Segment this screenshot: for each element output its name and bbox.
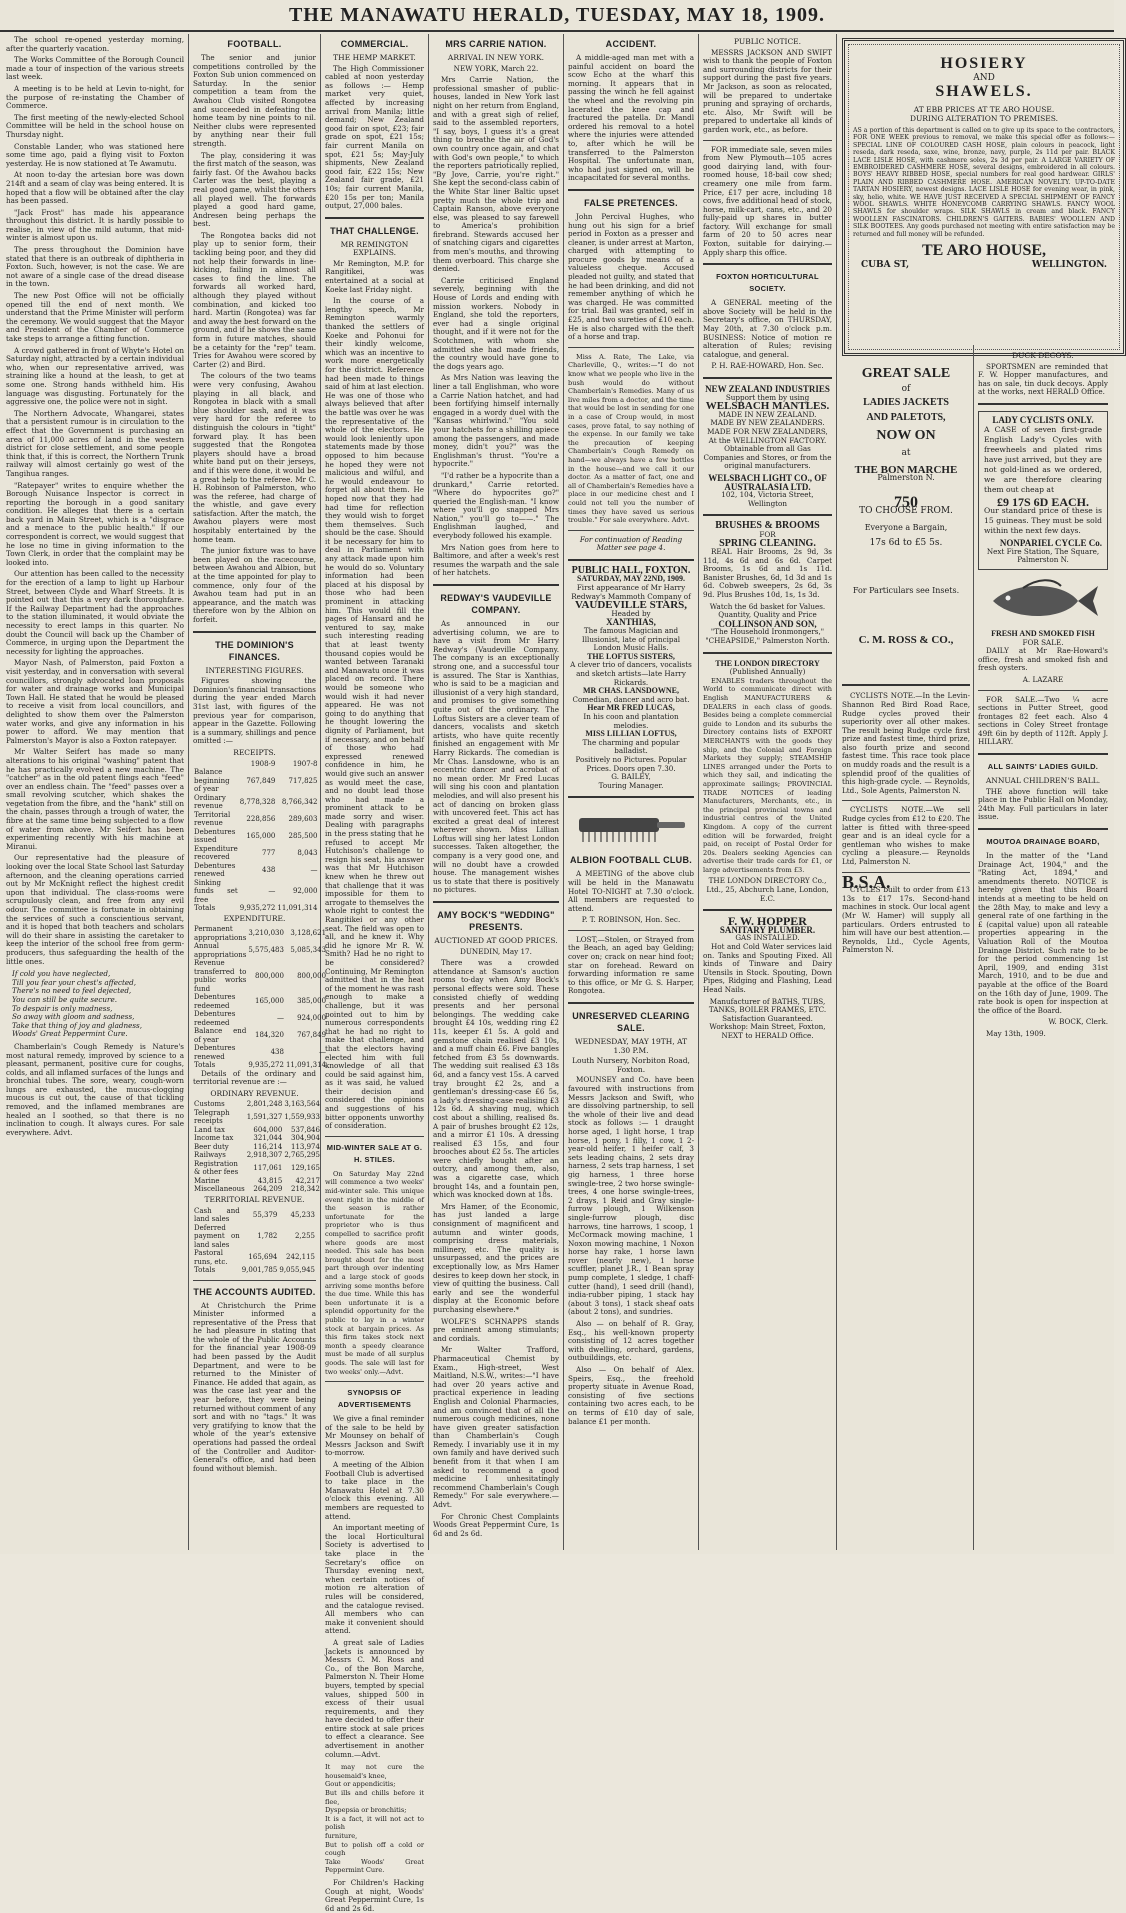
ad-line: A clever trio of dancers, vocalists and sketch artists—late Harry Rickards.	[570, 660, 692, 687]
news-item: Our representative had the pleasure of looking over the local State School last Saturday afternoon, and the cleaning operations carried out by Mr McKnight reflect the highest credit upon that individual. The class-rooms were scrupulously clean, and free from any evil odour. The committee is fortunate in obtaining the services of such a conscientious servant, and it is hoped that both teachers and scholars will do their share in assisting the caretaker to keep the interior of the school free from germ-producers, thus safeguarding the health of the little ones.	[6, 853, 184, 966]
news-item: Constable Lander, who was stationed here some time ago, paid a flying visit to Foxton yesterday. He is now stationed at Te Awamutu.	[6, 141, 184, 168]
section-heading: ACCIDENT.	[605, 39, 657, 49]
divider	[842, 684, 970, 686]
ad-price: £9 17S 6D EACH.	[996, 494, 1089, 509]
ad-address: Next Fire Station, The Square, Palmerston N.	[986, 546, 1100, 565]
ad-line: 17s 6d to £5 5s.	[869, 537, 943, 548]
divider	[568, 930, 694, 931]
advertorial: Chamberlain's Cough Remedy is Nature's most natural remedy, improved by science to a pleasant, permanent, positive cure for coughs, colds, and all inflamed surfaces of the lungs and bronchial tubes. The sore, weary, cough-worn lungs are exhausted, the mucus-clogging mucous is cut out, the cause of that tickling removed, and the inflamed membranes are healed an I soothed, so that there is no inclination to cough. It always cures. For sale everywhere. Advt.	[6, 1041, 184, 1137]
classified: CYCLISTS NOTE.—We sell Rudge cycles from £12 to £20. The latter is fitted with three-speed gear and is an ideal cycle for a gentleman who wishes to make cycling a pleasure.— Reynolds Ltd, Palmerston N.	[842, 805, 970, 866]
column-football-finance	[193, 36, 327, 1548]
ad-address: "The Household Ironmongers," "CHEAPSIDE," Palmerston North.	[705, 627, 830, 646]
column-rule	[836, 34, 837, 1550]
signature: THE LONDON DIRECTORY Co., Ltd., 25, Abchurch Lane, London, E.C.	[706, 876, 829, 903]
divider	[568, 530, 694, 531]
ad-brand: WELSBACH MANTLES.	[705, 400, 830, 413]
section-heading: REDWAY'S VAUDEVILLE COMPANY.	[440, 593, 552, 616]
section-heading: FOOTBALL.	[227, 39, 282, 49]
ad-brand: B.S.A.	[842, 871, 891, 892]
ad-line: G. BAILEY,	[611, 772, 651, 782]
divider	[325, 1381, 424, 1382]
ad-line: Positively no Pictures. Popular Prices. Doors open 7.30.	[575, 754, 687, 773]
signature: P. H. RAE-HOWARD, Hon. Sec.	[711, 361, 824, 371]
classified: FOR SALE.—Two ¼ acre sections in Putter Street, good frontages 82 feet each. Also 4 sections in Coley Street frontage 49ft 6in by depth of 112ft. Apply J. HILLARY.	[978, 694, 1108, 747]
divider	[193, 1280, 316, 1281]
ad-brand: TE ARO HOUSE,	[921, 242, 1047, 260]
divider	[325, 217, 424, 219]
divider	[703, 652, 832, 654]
brush-illustration	[571, 804, 691, 850]
advertorial: Miss A. Rate, The Lake, via Charleville, Q., writes:—"I do not know what we people who live in the bush would do without Chamberlain's Remedies. Many of us live miles from a doctor, and the time that would be lost in sending for one in a case of Croup would, in most cases, prove fatal, to say nothing of the expense. In our family we take the precaution of keeping Chamberlain's Cough Remedy on hand—we always have a few bottles in the house—and we call it our doctor. As a matter of fact, one and all of Chamberlain's Remedies have a place in our medicine chest and I could not tell you the number of times they have saved us serious trouble." For sale everywhere. Advt.	[568, 352, 694, 525]
ad-brand: C. M. ROSS & CO.,	[858, 633, 954, 646]
ad-line: MR CHAS. LANSDOWNE,	[582, 686, 679, 696]
classified: Hot and Cold Water services laid on. Tanks and Spouting Fixed. All kinds of Tinware and Dairy Utensils in Stock. Spouting, Down Pipes, Ridging and Flashing, Lead Head Nails.	[703, 942, 832, 994]
ad-heading: NEW ZEALAND INDUSTRIES	[705, 384, 830, 394]
subheading: ANNUAL CHILDREN'S BALL.	[985, 776, 1101, 786]
article-paragraph: We give a final reminder of the sale to be held by Mr Mounsey on behalf of Messrs Jackson and Swift to-morrow.	[325, 1414, 424, 1458]
ad-line: at	[901, 447, 911, 458]
news-item: The new Post Office will not be officially opened till the end of next month. We understand that the Prime Minister will perform the ceremony. We would suggest that the Mayor and President of the Chamber of Commerce take steps to arrange a fitting function.	[6, 291, 184, 343]
section-heading: THE DOMINION'S FINANCES.	[215, 639, 294, 662]
table-row: Debentures redeemed — 924,000	[194, 1010, 327, 1027]
divider	[978, 828, 1108, 830]
article-paragraph: A MEETING of the above club will be held in the Manawatu Hotel TO-NIGHT at 7.30 o'clock. All members are requested to attend.	[568, 869, 694, 913]
column-notices	[703, 36, 832, 1548]
classified: A GENERAL meeting of the above Society will be held in the Secretary's office, on THURSDAY, May 20th, at 7.30 o'clock p.m. BUSINESS: Notice of motion re alteration of Rules; revising catalogue, and general.	[703, 298, 832, 359]
table-row: Miscellaneous 264,209 218,342	[194, 1185, 320, 1194]
article-paragraph: "I'd rather be a hypocrite than a drunkard," Carrie retorted. "Where do hypocrites go?" queried the English-man. "I know where you'll go snapped Mrs Nation," you'll go to——." The Englishman laughed, and everybody followed his example.	[433, 470, 559, 541]
verse-line: It is a fact, it will not act to polish	[325, 1814, 424, 1832]
divider	[978, 690, 1108, 691]
section-heading: THAT CHALLENGE.	[330, 225, 419, 236]
article-paragraph: Details of the ordinary and territorial revenue are :—	[193, 1068, 316, 1087]
subheading: ARRIVAL IN NEW YORK.	[447, 53, 545, 62]
classified: In the matter of the "Land Drainage Act, 1904," and the "Rating Act, 1894," and amendments thereto. NOTICE is hereby given that this Board intends at a meeting to be held on the 28th May, to make and levy a general rate of one farthing in the £ (capital value) upon all rateable properties appearing in the Valuation Roll of the Moutoa Drainage District. Such rate to be for the period commencing 1st April, 1909, and ending 31st March, 1910, and to be due and payable at the office of the Board on the 16th day of June, 1909. The rate book is open for inspection at the office of the Board.	[978, 851, 1108, 1015]
section-heading: FOXTON HORTICULTURAL SOCIETY.	[716, 272, 819, 294]
ad-heading: LADY CYCLISTS ONLY.	[992, 414, 1094, 425]
table-row: Territorial revenue 228,856 289,603	[194, 810, 318, 828]
section-heading: ALBION FOOTBALL CLUB.	[569, 855, 693, 866]
news-item: The Works Committee of the Borough Council made a tour of inspection of the various streets last week.	[6, 55, 184, 82]
divider	[193, 631, 316, 633]
article-paragraph: Mrs Nation goes from here to Baltimore, and after a week's rest resumes the warpath and the sale of her hatchets.	[433, 542, 559, 578]
column-local-news	[6, 36, 184, 1548]
ad-line: The charming and popular balladist.	[582, 737, 680, 756]
ad-line: TO CHOOSE FROM.	[859, 506, 953, 517]
ad-line: MISS LILLIAN LOFTUS,	[585, 729, 677, 739]
public-hall-ad	[568, 564, 694, 790]
ad-line: DURING ALTERATION TO PREMISES.	[909, 114, 1059, 123]
article-paragraph: Figures showing the Dominion's financial transactions during the year ended March 31st last, with figures of the previous year for comparison, appear in the Gazette. Following is a summary, shillings and pence omitted :—	[193, 676, 316, 746]
ad-heading: THE LONDON DIRECTORY	[715, 658, 820, 668]
ad-brand: NONPARIEL CYCLE Co.	[999, 538, 1102, 549]
divider	[568, 559, 694, 561]
article-paragraph: A great sale of Ladies Jackets is announced by Messrs C. M. Ross and Co., of the Bon Marche, Palmerston N. Their Home buyers, tempted by special values, shipped 500 in excess of their usual requirements, and they have decided to offer their entire stock at sale prices to effect a clearance. See advertisement in another column.—Advt.	[325, 1637, 424, 1759]
advertorial: For Children's Hacking Cough at night, Woods' Great Peppermint Cure, 1s 6d and 2s 6d.	[325, 1877, 424, 1913]
ad-heading: LADIES JACKETS	[863, 397, 949, 409]
section-heading: AMY BOCK'S "WEDDING" PRESENTS.	[437, 910, 555, 933]
masthead-title: THE MANAWATU HERALD, TUESDAY, MAY 18, 1909.	[288, 4, 826, 26]
ad-line: MADE BY NEW ZEALANDERS.	[710, 418, 825, 428]
table-heading: EXPENDITURE.	[223, 913, 286, 923]
section-heading: FALSE PRETENCES.	[584, 197, 678, 208]
news-item: Mr Walter Seifert has made so many alterations to his original "washing" patent that he has practically evolved a new machine. The "catcher" as in the old patent flings each "feed" over an endless chain. The "feed" passes over a small revolving scutcher, which shakes the vegetation from the fibre, and the "hank" still on the chain, passes through a trough of water, the fibre at the same time being subjected to a flow of water from above. Mr Seifert has been experimenting recently with his machine at Miranui.	[6, 747, 184, 851]
divider	[978, 753, 1108, 755]
table-heading: RECEIPTS.	[233, 747, 276, 757]
news-item: "Jack Frost" has made his appearance throughout this district. It is hardly possible to realise, in view of the mild autumn, that mid-winter is almost upon us.	[6, 207, 184, 243]
article-paragraph: Mr Walter Trafford, Pharmaceutical Chemist by Exam., High-street, West Maitland, N.S.W., writes:—"I have had over 20 years active and practical experience in leading English and Colonial Pharmacies, and am convinced that of all the numerous cough medicines, none have given greater satisfaction than Chamberlain's Cough Remedy. I invariably use it in my own family and have derived such benefit from it that when I am asked to recommend a good medicine I unhesitatingly recommend Chamberlain's Cough Remedy." For sale everywhere.—Advt.	[433, 1345, 559, 1510]
ad-brand: COLLINSON AND SON,	[718, 618, 817, 629]
continuation-note: For continuation of Reading Matter see page 4.	[579, 534, 683, 553]
dateline: DUNEDIN, May 17.	[460, 946, 532, 956]
classified: CYCLISTS NOTE.—In the Levin-Shannon Red Bird Road Race, Rudge cycles proved their superiority over all other makes. The result being Rudge cycle first prize and fastest time, third prize, also fourth prize and second fastest time. This race took place on muddy roads and the result is a splendid proof of the qualities of this high-grade cycle. — Reynolds, Ltd., Sole Agents, Palmerston N.	[842, 691, 970, 795]
ad-address: CUBA ST, WELLINGTON.	[861, 260, 1107, 271]
divider	[703, 377, 832, 379]
territorial-revenue-table	[193, 1207, 316, 1275]
expenditure-table	[193, 925, 327, 1070]
ad-line: Obtainable from all Gas Companies and Stores, or from the original manufacturers.	[703, 444, 832, 471]
news-item: Our attention has been called to the necessity for the erection of a lamp to light up Harbour Street, between Clyde and Wharf Streets. It is pointed out that this a very dark thoroughfare. If the Railway Department had the approaches to the station illuminated, it would obviate the necessity to erect lamps in this quarter. No doubt the Council will back up the Chamber of Commerce, in urging upon the Department the necessity for lighting the approaches.	[6, 569, 184, 656]
ad-body: A CASE of seven first-grade English Lady's Cycles with freewheels and plated rims have just arrived, but they are not gold-lined as we ordered, we are therefore clearing them out cheap at	[984, 424, 1102, 494]
fish-illustration	[983, 576, 1103, 626]
ad-line: AT EBB PRICES AT TE ARO HOUSE.	[913, 105, 1055, 114]
ad-line: (Published Annually)	[729, 667, 806, 677]
news-item: "Ratepayer" writes to enquire whether the Borough Nuisance Inspector is correct in reporting the borough in a good sanitary condition. He alleges that there is a certain back yard in Main Street, which is a "disgrace and a menace to the public health." If our correspondent is correct, we would suggest that he lose no time in giving information to the Town Clerk, in order that the complaint may be looked into.	[6, 480, 184, 567]
divider	[703, 514, 832, 516]
news-item: The press throughout the Dominion have stated that there is an outbreak of diphtheria in Foxton. Such, however, is not the case. We are not aware of a single case of the dread disease in the town.	[6, 245, 184, 289]
ad-body: Our standard price of these is 15 guineas. They must be sold within the next few days.	[984, 506, 1102, 536]
verse-line: Take that thing of joy and gladness,	[12, 1020, 143, 1030]
column-rule	[973, 345, 974, 1550]
verse-line: To despair is only madness,	[12, 1003, 113, 1013]
ad-heading: BRUSHES & BROOMS	[715, 520, 820, 532]
verse	[12, 970, 184, 1039]
news-item: The Northern Advocate, Whangarei, states that a persistent rumour is in circulation to the effect that the Government is purchasing an area of 11,000 acres of land in the western district for close settlement, and some people think that, if this is correct, the Northern Trunk railway will almost certainly go west of the Tangihua ranges.	[6, 408, 184, 478]
verse-line: furniture,	[325, 1832, 358, 1840]
ad-line: AND	[973, 73, 995, 83]
article-paragraph: The play, considering it was the first match of the season, was fairly fast. Of the Awahou backs Carter was the best, playing a real good game, whilst the others all played well. The forwards played a good hard game, Andresen being perhaps the best.	[193, 150, 316, 229]
ad-line: MADE FOR NEW ZEALANDERS,	[707, 426, 828, 436]
table-total: Totals 9,001,785 9,055,945	[194, 1266, 315, 1274]
article-paragraph: Mr Remington, M.P. for Rangitikei, was entertained at a social at Koeke last Friday night.	[325, 258, 424, 294]
verse-line: Till you fear your chest's affected,	[12, 977, 137, 987]
verse-line: But to polish off a cold or cough	[325, 1840, 424, 1858]
table-total: Totals 9,935,272 11,091,314	[194, 904, 318, 913]
ad-line: Everyone a Bargain,	[864, 522, 948, 532]
article-paragraph: MOUNSEY and Co. have been favoured with instructions from Messrs Jackson and Swift, who are dissolving partnership, to sell the whole of their live and dead stock as follows :— 1 draught horse aged, 1 light horse, 1 trap horse, 1 pony, 1 filly, 1 cow, 1 2-year-old heifer, 1 heifer calf, 3 sets leading chains, 2 sets dray harness, 2 sets trap harness, 1 set gig harness, 1 three horse swingle-tree, 2 two horse swingle-trees, 4 one horse swingle-trees, 2 drays, 1 Reid and Gray single-furrow plough, 1 Wilkenson single-furrow plough, disc harrows, tine harrows, 1 scoop, 1 McCormack mowing machine, 1 Noxon mowing machine, 1 Noxon horse hay rake, 1 horse lawn rover (nearly new), 1 horse scuffler, planet J.R., 1 Bean spray pump complete, 1 sledge, 1 chaff-cutter (hand), 1 seed drill (hand), india-rubber piping, 1 stack hay (about 3 tons), 1 stack sheaf oats (about 2 tons), and sundries.	[568, 1075, 694, 1317]
table-row: Debentures renewed 438 —	[194, 861, 318, 879]
news-item: A crowd gathered in front of Whyte's Hotel on Saturday night, attracted by a certain individual who, when our representative arrived, was straining like a hound at the leash, to get at some one. Strong hands withheld him. His language was disgusting. Fortunately for the aggressive one, the police were not in sight.	[6, 345, 184, 407]
divider	[568, 796, 694, 798]
divider	[703, 909, 832, 911]
article-paragraph: On Saturday May 22nd will commence a two weeks' mid-winter sale. This unique event right in the middle of the season is rather unfortunate for the proprietor who is thus compelled to sacrifice profit where goods are most needed. This sale has been brought about for the most part through over indenting and a large stock of goods arriving some months before the due time. While this has been unfortunate it is a splendid opportunity for the public to lay in a winter stock at bargain prices. As this firm takes stock next month a speedy clearance must be made of all surplus goods. The sale will last for two weeks' only.—Advt.	[325, 1169, 424, 1376]
classified: ENABLES traders throughout the World to communicate direct with English MANUFACTURERS & DEALERS in each class of goods. Besides being a complete commercial guide to London and its suburbs the Directory contains lists of EXPORT MERCHANTS with the goods they ship, and the Colonial and Foreign Markets they supply; STEAMSHIP LINES arranged under the Ports to which they sail, and indicating the approximate sailings; PROVINCIAL TRADE NOTICES of leading Manufacturers, Merchants, etc., in the principal provincial towns and industrial centres of the United Kingdom. A copy of the current edition will be forwarded, freight paid, on receipt of Postal Order for 20s. Dealers seeking Agencies can advertise their trade cards for £1, or large advertisements from £3.	[703, 676, 832, 874]
column-rule	[320, 34, 321, 1550]
article-paragraph: In the course of a lengthy speech, Mr Remington warmly thanked the settlers of Koeke and Pohonui for their kindly welcome, which was an incentive to work more energetically for the district. Reference had been made to things said of him at last election. He was one of those who always believed that after the battle was over he was the representative of the whole of the electors. He would look leniently upon statements made by those opposed to him because he hoped they were not malicious and wilful, and he would endeavour to forget all about them. He hoped now that they had had time for reflection they would wish to forget them themselves. Such should be the case. Should it be necessary for him to deal in Parliament with any attack made upon him he would do so. Voluntary information had been placed at his disposal by those who had been prominent in attacking him. This would fill the pages of Hansard and he ventured to say, make such interesting reading that at least twenty thousand copies would be wanted between Taranaki and Manawatu once it was placed on record. There would be someone who would wish it had never appeared. He was not going to do anything that he thought lowering the dignity of Parliament, but if necessary, and on behalf of those who had expressed renewed confidence in him, he would give such an answer as would meet the case, and no doubt lead those who had made a prominent attack to be made sorry and wiser. Dealing with paragraphs in the press stating that he refused to accept Mr Hutchison's challenge to resign his seat, his answer was that Mr Hutchison knew when he threw out that challenge that it was impossible for them to arrogate to themselves the whole right to contest the Rangitikei or any other seat. The field was open to all, and he knew it. Why did he ignore Mr R. W. Smith? Had he no right to be considered? Continuing, Mr Remington admitted that in the heat of the moment he was rash enough to make a challenge, but it was pointed out to him by numerous correspondents that he had no right to make that challenge, and that the electors having elected him with full knowledge of all that could be said against him, as it was said, he valued their decision and considered the opinions and suggestions of his bitter opponents unworthy of consideration.	[325, 296, 424, 1131]
signature: P. T. ROBINSON, Hon. Sec.	[581, 915, 681, 925]
article-paragraph: At Christchurch the Prime Minister informed a representative of the Press that he had pleasure in stating that the whole of the Public Accounts for the financial year 1908-09 had been passed by the Audit Department, and were to be returned to the Minister of Finance. He added that again, as was the case last year and the year before, they were being returned without comment of any sort and with no "tags." It was very gratifying to know that the whole of the year's extensive operations had passed the ordeal of the Controller and Auditor-General's office, and had been found without blemish.	[193, 1300, 316, 1473]
verse-line: If cold you have neglected,	[12, 969, 111, 979]
article-paragraph: An important meeting of the local Horticultural Society is advertised to take place in the Secretary's office on Thursday evening next, when certain notices of motion re alteration of rules will be considered, and the catalogue revised. All members who can make it convenient should attend.	[325, 1523, 424, 1636]
article-paragraph: Mrs Carrie Nation, the professional smasher of public-houses, landed in New York last night on her return from England, and with a great sigh of relief, said to the assembled reporters, "I say, boys, I guess it's a great thing to breathe the air of God's own country once again, and chat with God's own people," to which the reporters patriotically replied, "By Jove, Carrie, you're right." She kept the second-class cabin of the White Star liner Baltic upset pretty much the whole trip and Captain Ranson, above everyone else, was pleased to say farewell to America's prohibition firebrand. Stewards accused her of snatching cigars and cigarettes from men's mouths, and throwing them overboard. This charge she denied.	[433, 75, 559, 274]
article-paragraph: The colours of the two teams were very confusing, Awahou playing in all black, and Rongotea in black with a small blue shoulder sash, and it was very hard for the referee to distinguish the colours in "tight" forward play. It has been suggested that the Rongotea players should have a broad white band put on their jerseys, and if this were done, it would be a great help to the referee. Mr C. H. Robinson of Palmerston, who was the referee, had charge of the whistle, and gave every satisfaction. After the match, the Awahou players were most hospitably entertained by the home team.	[193, 371, 316, 544]
signature: W. BOCK, Clerk.	[1048, 1017, 1108, 1027]
subheading: THE HEMP MARKET.	[333, 53, 416, 62]
table-row: Debentures redeemed 165,000 385,000	[194, 993, 327, 1010]
article-paragraph: Mrs Hamer, of the Economic, has just landed a large consignment of magnificent and autumn and winter goods, comprising dress materials, millinery, etc. The quality is unsurpassed, and the prices are exceptionally low, as Mrs Hamer desires to keep down her stock, in view of quitting the business. Call early and see the wonderful display at the Economic before purchasing elsewhere.*	[433, 1201, 559, 1314]
classified: MESSRS JACKSON AND SWIFT wish to thank the people of Foxton and surrounding districts for their support during the past five years. Mr Jackson, as soon as relocated, will be prepared to undertake pruning and spraying of orchards, etc. Also, Mr Swift will be prepared to undertake all kinds of garden work, etc., as before.	[703, 47, 832, 134]
column-commercial	[325, 36, 424, 1913]
divider	[568, 1002, 694, 1004]
ad-line: The famous Magician and Illusionist, late of principal London Music Halls.	[581, 626, 681, 653]
table-row: Annual appropriations 5,575,483 5,085,343	[194, 942, 327, 959]
year-header: 1908-9	[250, 759, 276, 768]
dateline: May 13th, 1909.	[986, 1028, 1046, 1038]
section-heading: THE ACCOUNTS AUDITED.	[193, 1286, 316, 1297]
table-row: Customs 2,801,248 3,163,564	[194, 1100, 320, 1109]
ad-line: MADE IN NEW ZEALAND.	[718, 409, 817, 419]
verse-line: So away with gloom and sadness,	[12, 1012, 135, 1022]
ad-line: Support them by using	[725, 392, 810, 402]
divider	[325, 1136, 424, 1137]
ad-line: In his coon and plantation melodies.	[583, 711, 679, 730]
table-row: Balance end of year 184,320 767,849	[194, 1027, 327, 1044]
ad-heading: FRESH AND SMOKED FISH	[991, 628, 1095, 638]
ad-line: For Particulars see Insets.	[852, 586, 960, 596]
ad-date: SATURDAY, MAY 22ND, 1909.	[576, 574, 685, 584]
table-row: Marine 43,815 42,217	[194, 1176, 320, 1185]
column-rule	[563, 34, 564, 1550]
section-heading: UNRESERVED CLEARING SALE.	[572, 1011, 690, 1034]
classified: FOR immediate sale, seven miles from New Plymouth—105 acres good dairying land, with four-roomed house, 18-bail cow shed; creamery one mile from farm. Price, £17 per acre, including 18 cows, five additional head of stock, horse, milk-cart, cans, etc., and 20 fully-paid up shares in butter factory. Will exchange for small farm of 20 to 50 acres near Foxton, suitable for dairying.—Apply sharp this office.	[703, 144, 832, 257]
article-paragraph: John Percival Hughes, who hung out his sign for a brief period in Foxton as a presser and cleaner, is under arrest at Marton, charged with attempting to procure goods by means of a valueless cheque. Accused pleaded not guilty, and stated that he had been drinking, and did not remember anything of which he was charged. He was committed for trial. Bail was granted, self in £25, and two sureties of £10 each. He is also charged with the theft of a horse and trap.	[568, 211, 695, 342]
table-heading: TERRITORIAL REVENUE.	[204, 1194, 305, 1204]
ad-line: VAUDEVILLE STARS,	[574, 599, 688, 612]
verse-line: Dyspepsia or bronchitis;	[325, 1806, 407, 1815]
ad-heading: SPRING CLEANING.	[719, 537, 816, 549]
article-paragraph: Also — on behalf of R. Gray, Esq., his well-known property consisting of 12 acres together with dwelling, orchard, gardens, outbuildings, etc.	[568, 1319, 694, 1363]
news-item: Mayor Nash, of Palmerston, paid Foxton a visit yesterday, and in conversation with several councillors, strongly advocated loan proposals for water and drainage works and Municipal Town Hall. He stated that he would be pleased to receive a visit from local councillors, and delighted to show them over the Palmerston water works, and give any information in his power to afford. We may mention that Palmerston's Mayor is also a Foxton ratepayer.	[6, 658, 184, 745]
article-paragraph: The High Commissioner cabled at noon yesterday as follows :— Hemp market very quiet, affected by increasing arrival from Manila; little demand; New Zealand good fair on spot, £23; fair grade on spot, £21 15s; fair current Manila on spot, £21 5s; May-July shipments, New Zealand good fair, £22 15s; New Zealand fair grade, £21 10s; fair current Manila, £20 15s per ton; Manila output, 27,000 bales.	[325, 63, 424, 211]
table-row: Income tax 321,044 304,904	[194, 1134, 320, 1143]
receipts-table	[193, 760, 318, 913]
classified: DAILY at Mr Rae-Howard's office, fresh and smoked fish and fresh oysters.	[978, 646, 1108, 673]
article-paragraph: A middle-aged man met with a painful accident on board the scow Echo at the wharf this morning. It appears that in passing the winch he fell against the wheel and the revolving pin lacerated the knee cap and fractured the patella. Dr. Mandl ordered his removal to a hotel where the injuries were attended to, after which he will be transferred to the Palmerston Hospital. The unfortunate man, who had just signed on, will be incapacitated for several months.	[568, 53, 694, 183]
ad-line: THE LOFTUS SISTERS,	[587, 651, 675, 661]
subheading: Louth Nursery, Norbiton Road, Foxton.	[572, 1056, 690, 1074]
article-paragraph: There was a crowded attendance at Samson's auction rooms to-day when Amy Bock's personal effects were sold. These consisted chiefly of wedding presents and her personal belongings. The wedding cake brought £4 10s, wedding ring £2 11s, keeper £1 5s. A gold and gemstone chain realised £3 10s, and a muff chain £6. Five bangles fetched from £3 5s downwards. The wedding suit realised £3 18s 6d, and a fancy vest 15s. A carved tray brought £2 2s, and a gentleman's dressing-case £6 5s, a lady's dressing-case realising £3 12s 6d. A shaving mug, which cost about a shilling, realised 8s. A pair of brushes brought £2 12s, and a mirror £1 10s. A dressing realised £3 15s, and four brooches about £2 5s. The articles were chiefly bought after an outcry, and among them, also, was a cigarette case, which brought 14s, and a fountain pen, which was knocked down at 18s.	[433, 958, 559, 1200]
ad-heading: NOW ON	[876, 428, 936, 444]
classified: THE above function will take place in the Public Hall on Monday, 24th May. Full particulars in later issue.	[978, 786, 1108, 822]
article-paragraph: WOLFE'S SCHNAPPS stands pre eminent among stimulants; and cordials.	[433, 1316, 559, 1343]
ad-number: 750	[894, 493, 918, 511]
ad-address: Workshop: Main Street, Foxton, NEXT to HERALD Office.	[709, 1022, 826, 1040]
table-row: Land tax 604,000 537,846	[194, 1125, 320, 1134]
table-row: Revenue transferred to public works fund 800,000 800,000	[194, 959, 327, 993]
column-accident-ads	[568, 36, 694, 1548]
ad-brand: THE BON MARCHE	[854, 463, 958, 476]
column-classifieds	[978, 350, 1108, 1550]
table-row: Railways 2,918,307 2,765,295	[194, 1151, 320, 1160]
classified: LOST,—Stolen, or Strayed from the Beach, an aged bay Gelding; cover on; crack on near hind foot; star on forehead. Reward on forwarding information re same to this office, or Mr G. S. Harper, Rongotea.	[568, 934, 694, 996]
table-row: Registration & other fees 117,061 129,165	[194, 1159, 320, 1177]
ad-line: Manufacturer of BATHS, TUBS, TANKS, BOILER FRAMES, ETC.	[708, 996, 827, 1015]
ad-line: Hear MR FRED LUCAS,	[587, 703, 675, 713]
article-paragraph: Also — On behalf of Alex. Speirs, Esq., the freehold property situate in Avenue Road, consisting of five sections containing two acres each, to be on terms of £10 day of sale, balance £1 per month.	[568, 1365, 694, 1426]
masthead	[0, 0, 1114, 32]
ad-heading: SHAWELS.	[935, 83, 1033, 100]
verse-line: Gout or appendicitis;	[325, 1780, 396, 1789]
ad-brand: F. W. HOPPER	[728, 914, 807, 929]
ad-line: of	[901, 383, 911, 394]
section-heading: COMMERCIAL.	[340, 39, 409, 49]
news-item: The school re-opened yesterday morning, after the quarterly vacation.	[6, 35, 184, 53]
divider	[433, 584, 559, 586]
divider	[568, 189, 694, 191]
ad-address: 102, 104, Victoria Street, Wellington	[721, 490, 814, 508]
verse-line: But ills and chills before it flee,	[325, 1789, 424, 1806]
ad-line: Palmerston N.	[877, 473, 935, 483]
ad-line: First appearance of Mr Harry Redway's Mammoth Company of	[571, 583, 691, 601]
table-row: Sinking funds set free — 92,000	[194, 878, 318, 904]
lady-cyclists-ad	[978, 411, 1108, 570]
table-row: Pastoral runs, etc. 165,694 242,115	[194, 1249, 315, 1266]
table-row: Debentures renewed 438 —	[194, 1044, 327, 1061]
table-row: Cash and land sales 55,379 45,233	[194, 1206, 315, 1223]
table-row: Deferred payment on land sales 1,782 2,255	[194, 1223, 315, 1249]
ad-heading: AND PALETOTS,	[866, 411, 946, 423]
ad-heading: SANITARY PLUMBER.	[719, 924, 816, 935]
news-item: A meeting is to be held at Levin to-night, for the purpose of re-instating the Chamber of Commerce.	[6, 83, 184, 111]
table-row: Beer duty 116,214 113,974	[194, 1142, 320, 1151]
article-paragraph: As Mrs Nation was leaving the liner a tall Englishman, who wore a Carrie Nation hatchet, and had been fortifying himself internally engaged in a wordy duel with the "Kansas whirlwind." "You sold your hatchets for a shilling apiece among the passengers, and made money, didn't you?" was the Englishman's thrust. "You're a hypocrite."	[433, 373, 559, 469]
ad-line: At the WELLINGTON FACTORY.	[708, 435, 827, 445]
signature: A. LAZARE	[1022, 674, 1064, 684]
divider	[433, 901, 559, 903]
ad-line: FOR	[759, 529, 776, 539]
divider	[842, 800, 970, 801]
ad-line: Quantity, Quality and Price	[718, 610, 817, 620]
column-bon-marche	[842, 350, 970, 1550]
table-row: Balance beginning of year 767,849 717,825	[194, 768, 318, 794]
column-rule	[428, 34, 429, 1550]
section-heading: MRS CARRIE NATION.	[445, 39, 547, 49]
ad-heading: HOSIERY	[940, 55, 1028, 72]
ad-line: Comedian, dancer and acro bat.	[572, 694, 690, 704]
verse-line: It may not cure the housemaid's knee,	[325, 1763, 424, 1780]
year-header: 1907-8	[292, 759, 318, 768]
divider	[703, 140, 832, 141]
subheading: MR REMINGTON EXPLAINS.	[340, 239, 409, 258]
classified: REAL Hair Brooms, 2s 9d, 3s 11d, 4s 6d and 6s 6d. Carpet Brooms, 1s 6d and 1s 11d. Banister Brushes, 6d, 1d 3d and 1s 6d. Cobweb sweepers, 2s 6d, 3s 9d. Plus Brushes 10d, 1s, 1s 3d.	[703, 547, 832, 600]
section-heading: MOUTOA DRAINAGE BOARD,	[986, 837, 1100, 847]
ad-body: AS a portion of this department is called on to give up its space to the contractors, FOR ONE WEEK previous to removal, we make this special offer as follows:— SPECIAL LINE OF COLOURED CASH HOSE, plain colours in peacock, light reseda, dark reseda, saxe, wine, bronze, navy, purple, 2s 11d per pair. BLACK LACE LISLE HOSE, with cashmere soles, 2s 3d per pair. A LARGE VARIETY OF EMBROIDERED CASHMERE HOSE, several designs, embroidered in all colours. BOYS' HEAVY RIBBED HOSE, special numbers for real good hardwear. GIRLS' PLAIN AND RIBBED CASHMERE HOSE. AMERICAN NOVELTY. UP-TO-DATE TARTAN HOSIERY, newest designs. LACE LISLE HOSE for evening wear, in pink, sky, helio, white. WE HAVE JUST RECEIVED A SPECIAL SHIPMENT OF FANCY WOOL SHAWLS. WHITE HONEYCOMB CARRYING SHAWLS. FANCY WOOL SHAWLS for shoulder wraps. SILK SHAWLS in cream and black. FANCY WOOLLEN FASCINATORS. CHILDREN'S GAITERS. BABIES' WOOLLEN AND SILK BOOTEES. Any goods purchased not meeting with entire satisfaction may be returned and full money will be refunded.	[853, 127, 1115, 238]
section-heading: SYNOPSIS OF ADVERTISEMENTS	[337, 1388, 412, 1410]
subheading: INTERESTING FIGURES.	[205, 665, 304, 675]
verse-line: Woods' Great Peppermint Cure.	[12, 1029, 128, 1039]
verse	[325, 1763, 424, 1875]
article-paragraph: The senior and junior competitions controlled by the Foxton Sub union commenced on Saturday. In the senior competition a team from the Awahou Club visited Rongotea and succeeded in defeating the home team by nine points to nil. Neither clubs were represented by anything near their full strength.	[193, 53, 316, 148]
column-rule	[188, 34, 189, 1550]
table-row: Debentures issued 165,000 285,500	[194, 827, 318, 845]
section-heading: MID-WINTER SALE AT G. H. STILES.	[326, 1142, 423, 1164]
section-heading: ALL SAINTS' LADIES GUILD.	[987, 762, 1099, 772]
ad-brand: WELSBACH LIGHT CO., OF AUSTRALASIA LTD.	[708, 472, 827, 492]
news-item: The first meeting of the newly-elected School Committee will be held in the school house on Thursday night.	[6, 112, 184, 139]
ad-line: Watch the 6d basket for Values.	[709, 601, 826, 611]
article-paragraph: The junior fixture was to have been played on the racecourse, between Awahou and Albion, but at the time appointed for play to commence, only four of the Awahou team had put in an appearance, and the match was therefore won by the Albion on forfeit.	[193, 546, 316, 624]
table-total: Totals 9,935,272 11,091,314	[194, 1061, 327, 1070]
ad-heading: PUBLIC HALL, FOXTON.	[571, 564, 691, 576]
subheading: AUCTIONED AT GOOD PRICES.	[434, 936, 558, 946]
ad-line: XANTHIAS,	[606, 617, 656, 628]
verse-line: There's no need to feel dejected,	[12, 986, 132, 996]
table-row: Telegraph receipts 1,591,327 1,559,933	[194, 1108, 320, 1126]
ad-line: GAS INSTALLED.	[735, 933, 800, 943]
table-row: Permanent appropriations 3,210,030 3,128,621	[194, 925, 327, 942]
article-paragraph: Carrie criticised England severely, beginning with the House of Lords and ending with mission workers. Nobody in England, she told the reporters, ever had a single original thought, and if it were not for the Scotchmen, with whom she admitted she had made friends, the country would have gone to the dogs years ago.	[433, 275, 559, 371]
article-paragraph: As announced in our advertising column, we are to have a visit from Mr Harry Redway's (Vaudeville Company. The company is an exceptionally strong one, and a successful tour is assured. The Star is Xanthias, who is said to be a magician and illusionist of a very high standard, and promises to give something quite out of the ordinary. The Loftus Sisters are a clever team of dancers, vocalists and sketch artists, who have quite recently finished an engagement with Mr Harry Rickards. The comedian is Mr Chas. Lansdowne, who is an eccentric dancer and acrobat of no mean order. Mr Fred Lucas will sing his coon and plantation melodies, and will also present his act of dancing on broken glass with uncovered feet. This act has excited a great deal of interest wherever shown. Miss Lillian Loftus will sing her latest London successes. Taken altogether, the company is a very good one, and will no doubt have a crowded house. The management wishes us to state that there is positively no pictures.	[433, 619, 559, 895]
divider	[978, 403, 1108, 405]
article-paragraph: The Rongotea backs did not play up to senior form, their tackling being poor, and they did not help their forwards in line-kicking, failing in almost all cases to find the line. The forwards all worked hard, although they played without combination, and kicked too hard. Martin (Rongotea) was far and away the best forward on the ground, and if he shows the same form in future matches, should be a cetainty for the "rep" team. Tries for Awahou were scored by Carter (2) and Bird.	[193, 230, 316, 369]
dateline: NEW YORK, March 22.	[453, 63, 539, 73]
hosiery-ad	[842, 38, 1126, 356]
table-row: Expenditure recovered 777 8,043	[194, 844, 318, 862]
subheading: DUCK DECOYS.	[1012, 351, 1074, 360]
table-row: Ordinary revenue 8,778,328 8,766,342	[194, 793, 318, 811]
verse-line: You can still be quite secure.	[12, 994, 118, 1004]
ad-line: Headed by	[611, 608, 651, 618]
subheading: PUBLIC NOTICE.	[733, 37, 802, 46]
ad-line: FOR SALE.	[1022, 637, 1064, 647]
divider	[703, 263, 832, 265]
verse-line: Take Woods' Great Peppermint Cure.	[325, 1857, 424, 1875]
subheading: WEDNESDAY, MAY 19TH, AT 1.30 P.M.	[574, 1037, 688, 1055]
table-heading: ORDINARY REVENUE.	[210, 1088, 299, 1098]
divider	[568, 347, 694, 348]
column-cable-news	[433, 36, 559, 1548]
classified: SPORTSMEN are reminded that F. W. Hopper manufactures, and has on sale, tin duck decoys. Apply at the works, next HERALD Office.	[978, 361, 1108, 397]
classified: CYCLES built to order from £13 13s to £17 17s. Second-hand machines in stock. Our local agent (Mr W. Hamer) will supply all particulars. Orders entrusted to him will have our best attention.—Reynolds, Ltd., Cycle Agents, Palmerston N.	[842, 885, 970, 955]
article-paragraph: A meeting of the Albion Football Club is advertised to take place in the Manawatu Hotel at 7.30 o'clock this evening. All members are requested to attend.	[325, 1460, 424, 1521]
ordinary-revenue-table	[193, 1100, 321, 1194]
article-paragraph: For Chronic Chest Complaints Woods Great Peppermint Cure, 1s 6d and 2s 6d.	[433, 1511, 559, 1538]
column-rule	[698, 34, 699, 1550]
ad-heading: GREAT SALE	[861, 366, 951, 381]
ad-line: Touring Manager.	[598, 780, 664, 790]
ad-line: Satisfaction Guaranteed.	[722, 1013, 813, 1023]
news-item: At noon to-day the artesian bore was down 214ft and a seam of clay was being entered. It is hoped that a flow will be obtained after the clay has been passed.	[6, 170, 184, 206]
